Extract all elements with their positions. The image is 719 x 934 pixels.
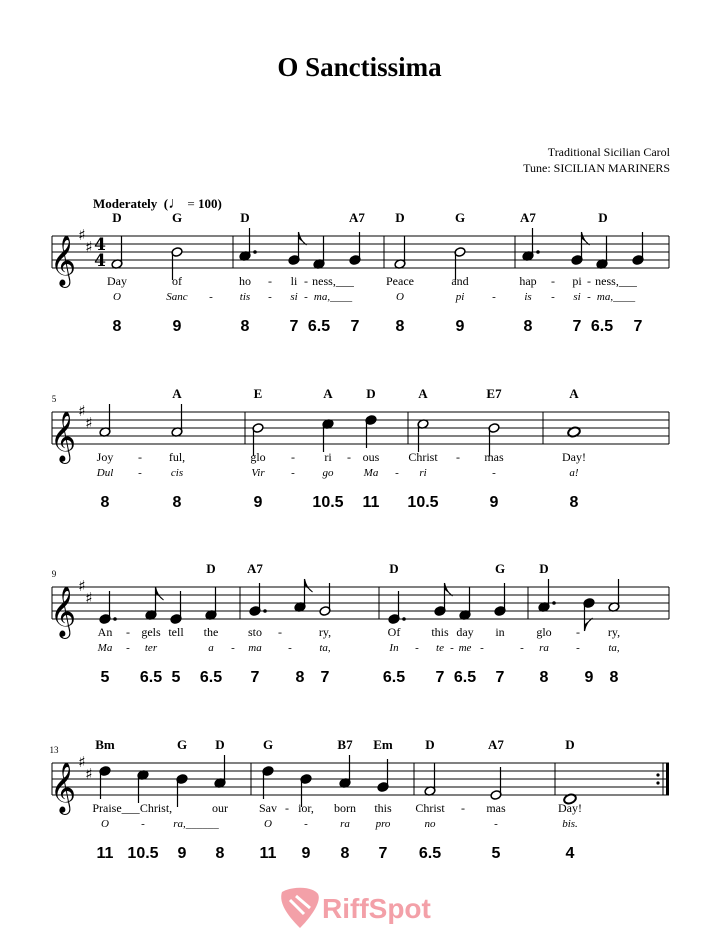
lyric-verse1: Praise___: [92, 801, 140, 815]
harmonica-hole-number: 10.5: [127, 845, 159, 862]
lyric-verse1: ior,: [298, 801, 314, 815]
chord-symbol: D: [206, 561, 216, 576]
chord-symbol: D: [395, 210, 405, 225]
lyric-verse2: -: [138, 467, 142, 479]
chord-symbol: A7: [488, 737, 504, 752]
lyric-verse1: -: [347, 450, 351, 464]
tempo-close-paren: ): [217, 196, 222, 211]
lyric-verse2: -: [551, 291, 555, 303]
lyric-verse2: O: [396, 291, 404, 303]
lyric-verse1: Christ,: [139, 801, 173, 815]
lyric-verse2: ma,____: [596, 291, 636, 303]
harmonica-hole-number: 9: [489, 494, 499, 511]
lyric-verse1: ness,___: [595, 274, 637, 288]
lyric-verse2: -: [492, 291, 496, 303]
sharp-icon: ♯: [78, 402, 86, 420]
lyric-verse2: -: [304, 291, 308, 303]
harmonica-hole-number: 10.5: [312, 494, 344, 511]
tune-credit: Tune: SICILIAN MARINERS: [523, 161, 670, 175]
lyric-verse1: -: [304, 274, 308, 288]
lyric-verse1: -: [278, 625, 282, 639]
lyric-verse2: ri: [419, 467, 427, 479]
eighth-flag: [582, 232, 590, 245]
lyric-verse1: glo: [536, 625, 552, 639]
lyric-verse1: ful,: [168, 450, 186, 464]
chord-symbol: D: [539, 561, 549, 576]
lyric-verse2: Vir: [251, 467, 265, 479]
chord-symbol: D: [112, 210, 122, 225]
harmonica-hole-number: 5: [100, 669, 110, 686]
lyric-verse1: -: [456, 450, 460, 464]
chord-symbol: D: [240, 210, 250, 225]
lyric-verse1: li: [290, 274, 298, 288]
repeat-dot: [656, 773, 659, 776]
lyric-verse2: si: [290, 291, 298, 303]
lyric-verse1: mas: [484, 450, 504, 464]
lyric-verse2: ra,______: [173, 818, 219, 830]
lyric-verse1: this: [374, 801, 392, 815]
lyric-verse1: and: [451, 274, 469, 288]
chord-symbol: G: [494, 561, 506, 576]
harmonica-hole-number: 6.5: [418, 845, 442, 862]
lyric-verse2: Ma: [97, 642, 113, 654]
lyric-verse2: pi: [455, 291, 465, 303]
harmonica-hole-number: 8: [240, 318, 250, 335]
chord-symbol: Em: [373, 737, 393, 752]
chord-symbol: D: [366, 386, 376, 401]
measure-number: 5: [51, 394, 57, 404]
lyric-verse2: -: [450, 642, 454, 654]
repeat-dot: [656, 781, 659, 784]
lyric-verse1: Joy: [96, 450, 114, 464]
harmonica-hole-number: 8: [215, 845, 225, 862]
sharp-icon: ♯: [85, 765, 93, 783]
lyric-verse2: -: [576, 642, 580, 654]
chord-symbol: D: [598, 210, 608, 225]
lyric-verse2: ta,: [608, 642, 620, 654]
lyric-verse1: ness,___: [312, 274, 354, 288]
lyric-verse1: -: [285, 801, 289, 815]
measure-number: 9: [51, 569, 57, 579]
lyric-verse2: -: [141, 818, 145, 830]
harmonica-hole-number: 7: [320, 669, 330, 686]
harmonica-hole-number: 9: [253, 494, 263, 511]
lyric-verse1: ry,: [318, 625, 332, 639]
harmonica-hole-number: 10.5: [407, 494, 439, 511]
treble-clef-icon: 𝄞: [49, 235, 77, 286]
lyric-verse1: ri: [324, 450, 332, 464]
eighth-flag: [299, 232, 307, 245]
tempo-text: Moderately: [93, 196, 158, 211]
sharp-icon: ♯: [85, 238, 93, 256]
tempo-equals: =: [184, 196, 198, 211]
lyric-verse1: our: [212, 801, 228, 815]
lyric-verse2: ta,: [319, 642, 331, 654]
harmonica-hole-number: 7: [572, 318, 582, 335]
lyric-verse2: Ma: [363, 467, 379, 479]
lyric-verse2: ma: [248, 642, 262, 654]
lyric-verse2: tis: [239, 291, 251, 303]
harmonica-hole-number: 8: [395, 318, 405, 335]
chord-symbol: Bm: [95, 737, 115, 752]
lyric-verse2: -: [492, 467, 496, 479]
harmonica-hole-number: 6.5: [139, 669, 163, 686]
lyric-verse2: -: [288, 642, 292, 654]
lyric-verse1: ho: [239, 274, 251, 288]
chord-symbol: A7: [520, 210, 536, 225]
lyric-verse2: -: [395, 467, 399, 479]
lyric-verse2: -: [291, 467, 295, 479]
chord-symbol: E: [253, 386, 263, 401]
chord-symbol: A7: [349, 210, 365, 225]
sharp-icon: ♯: [85, 414, 93, 432]
lyric-verse1: An: [97, 625, 113, 639]
harmonica-hole-number: 11: [259, 845, 277, 862]
harmonica-hole-number: 8: [609, 669, 619, 686]
harmonica-hole-number: 7: [378, 845, 388, 862]
lyric-verse2: -: [494, 818, 498, 830]
lyric-verse1: ry,: [607, 625, 621, 639]
lyric-verse1: Christ: [408, 450, 438, 464]
lyric-verse1: day: [456, 625, 474, 639]
lyric-verse1: Of: [387, 625, 401, 639]
lyric-verse1: -: [551, 274, 555, 288]
chord-symbol: G: [176, 737, 188, 752]
lyric-verse1: Peace: [386, 274, 414, 288]
lyric-verse2: is: [524, 291, 532, 303]
lyric-verse1: tell: [168, 625, 184, 639]
sharp-icon: ♯: [85, 589, 93, 607]
time-signature-top: 4: [94, 235, 106, 255]
lyric-verse1: pi: [572, 274, 582, 288]
harmonica-hole-number: 11: [362, 494, 380, 511]
lyric-verse1: Christ: [415, 801, 445, 815]
lyric-verse2: -: [126, 642, 130, 654]
eighth-flag: [156, 587, 164, 600]
harmonica-hole-number: 6.5: [453, 669, 477, 686]
harmonica-hole-number: 7: [633, 318, 643, 335]
riffspot-logo: [278, 884, 448, 934]
lyric-verse2: ra: [539, 642, 549, 654]
sharp-icon: ♯: [78, 577, 86, 595]
lyric-verse2: -: [480, 642, 484, 654]
treble-clef-icon: 𝄞: [49, 586, 77, 637]
lyric-verse1: born: [334, 801, 356, 815]
lyric-verse2: -: [415, 642, 419, 654]
lyric-verse1: Day!: [562, 450, 586, 464]
lyric-verse2: -: [231, 642, 235, 654]
chord-symbol: E7: [486, 386, 502, 401]
lyric-verse2: bis.: [562, 818, 578, 830]
harmonica-hole-number: 6.5: [199, 669, 223, 686]
measure-number: 13: [49, 745, 59, 755]
lyric-verse2: -: [304, 818, 308, 830]
harmonica-hole-number: 8: [112, 318, 122, 335]
eighth-flag: [305, 579, 313, 592]
lyric-verse2: ra: [340, 818, 350, 830]
chord-symbol: A: [172, 386, 182, 401]
lyric-verse1: mas: [486, 801, 506, 815]
lyric-verse1: -: [461, 801, 465, 815]
lyric-verse2: pro: [375, 818, 391, 830]
harmonica-hole-number: 8: [172, 494, 182, 511]
augmentation-dot: [113, 617, 117, 621]
lyric-verse1: ous: [362, 450, 380, 464]
lyric-verse2: Sanc: [166, 291, 188, 303]
lyric-verse2: a: [208, 642, 214, 654]
harmonica-hole-number: 8: [539, 669, 549, 686]
lyric-verse2: te: [436, 642, 444, 654]
harmonica-hole-number: 7: [435, 669, 445, 686]
lyric-verse2: a!: [569, 467, 579, 479]
harmonica-hole-number: 7: [350, 318, 360, 335]
lyric-verse2: In: [389, 642, 399, 654]
quarter-note-icon: ♩: [168, 195, 185, 212]
logo-wordmark: RiffSpot: [322, 893, 431, 924]
chord-symbol: D: [215, 737, 225, 752]
lyric-verse1: -: [268, 274, 272, 288]
chord-symbol: D: [425, 737, 435, 752]
harmonica-hole-number: 8: [100, 494, 110, 511]
lyric-verse2: si: [573, 291, 581, 303]
lyric-verse2: ter: [144, 642, 158, 654]
harmonica-hole-number: 7: [250, 669, 260, 686]
lyric-verse1: -: [126, 625, 130, 639]
final-barline: [666, 763, 669, 795]
augmentation-dot: [263, 609, 267, 613]
chord-symbol: A7: [247, 561, 263, 576]
sharp-icon: ♯: [78, 226, 86, 244]
time-signature-bottom: 4: [94, 251, 106, 271]
harmonica-hole-number: 7: [495, 669, 505, 686]
lyric-verse1: in: [495, 625, 505, 639]
chord-symbol: G: [171, 210, 183, 225]
harmonica-hole-number: 5: [491, 845, 501, 862]
lyric-verse2: no: [424, 818, 436, 830]
lyric-verse2: me: [458, 642, 472, 654]
lyric-verse1: -: [291, 450, 295, 464]
lyric-verse1: glo: [250, 450, 266, 464]
harmonica-hole-number: 8: [569, 494, 579, 511]
harmonica-hole-number: 9: [584, 669, 594, 686]
harmonica-hole-number: 6.5: [382, 669, 406, 686]
lyric-verse2: -: [587, 291, 591, 303]
lyric-verse2: O: [264, 818, 272, 830]
sharp-icon: ♯: [78, 753, 86, 771]
lyric-verse1: hap: [519, 274, 537, 288]
treble-clef-icon: 𝄞: [49, 762, 77, 813]
lyric-verse2: go: [322, 467, 334, 479]
eighth-flag: [445, 583, 453, 596]
lyric-verse1: this: [431, 625, 449, 639]
guitar-pick-icon: [281, 888, 319, 928]
harmonica-hole-number: 4: [565, 845, 575, 862]
chord-symbol: G: [454, 210, 466, 225]
lyric-verse1: the: [203, 625, 219, 639]
harmonica-hole-number: 7: [289, 318, 299, 335]
harmonica-hole-number: 6.5: [307, 318, 331, 335]
lyric-verse2: ma,____: [313, 291, 353, 303]
tempo-bpm: 100: [197, 196, 218, 211]
harmonica-hole-number: 8: [340, 845, 350, 862]
chord-symbol: D: [389, 561, 399, 576]
lyric-verse1: -: [138, 450, 142, 464]
tempo-open-paren: (: [160, 196, 169, 211]
harmonica-hole-number: 9: [455, 318, 465, 335]
eighth-flag: [585, 618, 593, 631]
lyric-verse1: gels: [141, 625, 161, 639]
lyric-verse2: cis: [170, 467, 184, 479]
harmonica-hole-number: 9: [301, 845, 311, 862]
page-title: O Sanctissima: [277, 52, 442, 82]
lyric-verse2: -: [520, 642, 524, 654]
lyric-verse1: -: [587, 274, 591, 288]
composer-credit: Traditional Sicilian Carol: [547, 145, 670, 159]
lyric-verse1: Day!: [558, 801, 582, 815]
augmentation-dot: [402, 617, 406, 621]
harmonica-hole-number: 9: [177, 845, 187, 862]
lyric-verse1: sto: [247, 625, 263, 639]
lyric-verse1: of: [172, 274, 182, 288]
lyric-verse2: O: [113, 291, 121, 303]
augmentation-dot: [552, 601, 556, 605]
lyric-verse2: Dul: [96, 467, 114, 479]
augmentation-dot: [536, 250, 540, 254]
harmonica-hole-number: 8: [523, 318, 533, 335]
lyric-verse1: -: [576, 625, 580, 639]
chord-symbol: G: [262, 737, 274, 752]
lyric-verse2: O: [101, 818, 109, 830]
augmentation-dot: [253, 250, 257, 254]
lyric-verse1: Day: [107, 274, 127, 288]
treble-clef-icon: 𝄞: [49, 411, 77, 462]
chord-symbol: B7: [337, 737, 353, 752]
chord-symbol: A: [569, 386, 579, 401]
chord-symbol: D: [565, 737, 575, 752]
lyric-verse2: -: [268, 291, 272, 303]
harmonica-hole-number: 11: [96, 845, 114, 862]
chord-symbol: A: [323, 386, 333, 401]
harmonica-hole-number: 8: [295, 669, 305, 686]
lyric-verse2: -: [209, 291, 213, 303]
lyric-verse1: Sav: [259, 801, 277, 815]
harmonica-hole-number: 9: [172, 318, 182, 335]
chord-symbol: A: [418, 386, 428, 401]
harmonica-hole-number: 6.5: [590, 318, 614, 335]
harmonica-hole-number: 5: [171, 669, 181, 686]
